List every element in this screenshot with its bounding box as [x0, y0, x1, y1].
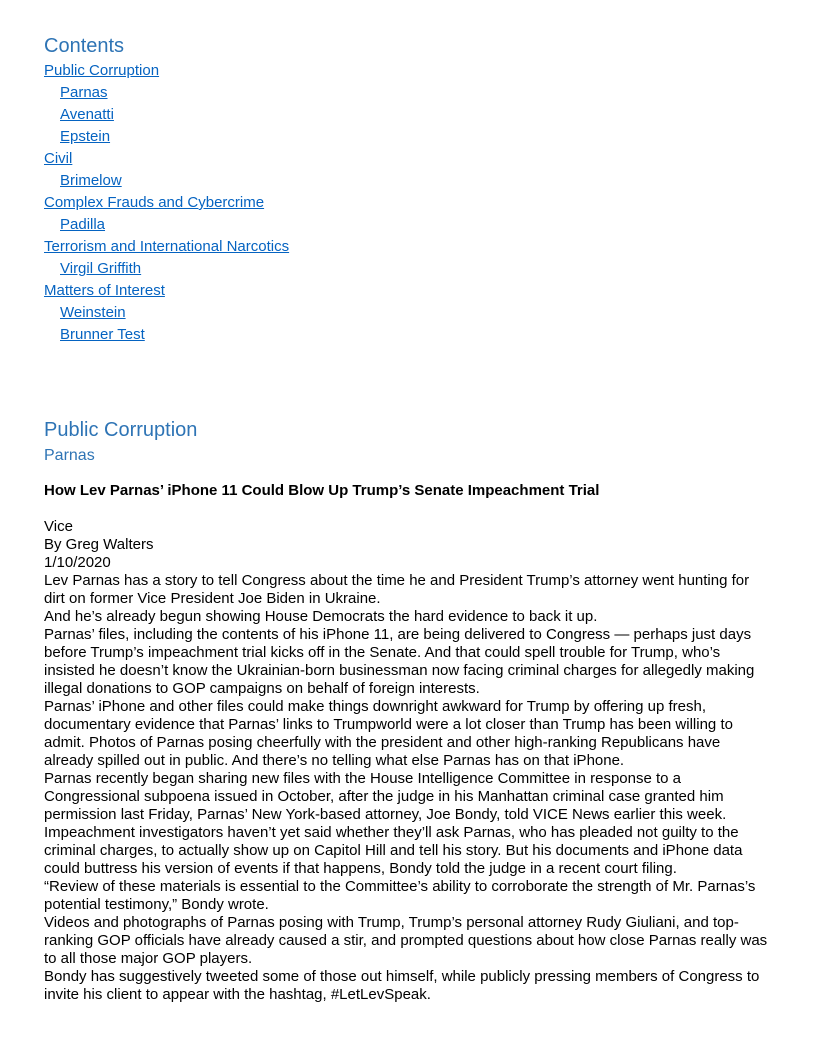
toc-item-matters-of-interest	[44, 282, 771, 300]
article-paragraph: Videos and photographs of Parnas posing with Trump, Trump’s personal attorney Rudy Giuliani, and top-ranking GOP officials have already caused a stir, and prompted questions about how close Parnas really was to all those major GOP players.	[44, 914, 768, 967]
article-date: 1/10/2020	[44, 554, 111, 571]
table-of-contents	[44, 62, 771, 344]
toc-link-epstein[interactable]: Epstein	[60, 128, 111, 145]
article-byline: By Greg Walters	[44, 536, 154, 553]
toc-link-terrorism[interactable]: Terrorism and International Narcotics	[44, 238, 290, 255]
article-paragraph: And he’s already begun showing House Democrats the hard evidence to back it up.	[44, 608, 598, 625]
toc-link-avenatti[interactable]: Avenatti	[60, 106, 114, 123]
section-heading: Public Corruption	[44, 419, 198, 441]
toc-link-brimelow[interactable]: Brimelow	[60, 172, 122, 189]
toc-item-avenatti	[44, 106, 771, 124]
toc-link-matters-of-interest[interactable]: Matters of Interest	[44, 282, 165, 299]
toc-item-brunner-test	[44, 326, 771, 344]
toc-link-brunner-test[interactable]: Brunner Test	[60, 326, 145, 343]
toc-item-brimelow	[44, 172, 771, 190]
toc-link-complex-frauds[interactable]: Complex Frauds and Cybercrime	[44, 194, 265, 211]
toc-item-public-corruption	[44, 62, 771, 80]
contents-heading: Contents	[44, 35, 125, 57]
toc-link-padilla[interactable]: Padilla	[60, 216, 106, 233]
subsection-heading: Parnas	[44, 447, 95, 464]
article-paragraph: Impeachment investigators haven’t yet said whether they’ll ask Parnas, who has pleaded not guilty to the criminal charges, to actually show up on Capitol Hill and tell his story. But his documents and iPhone data could buttress his version of events if that happens, Bondy told the judge in a recent court filing.	[44, 824, 743, 877]
toc-link-civil[interactable]: Civil	[44, 150, 73, 167]
article-paragraph: Bondy has suggestively tweeted some of those out himself, while publicly pressing members of Congress to invite his client to appear with the hashtag, #LetLevSpeak.	[44, 968, 760, 1003]
toc-link-public-corruption[interactable]: Public Corruption	[44, 62, 160, 79]
article-section	[44, 418, 771, 1004]
article-paragraph: Parnas’ files, including the contents of his iPhone 11, are being delivered to Congress — perhaps just days before Trump’s impeachment trial kicks off in the Senate. And that could spell trouble for Trump, who’s insisted he doesn’t know the Ukrainian-born businessman now facing criminal charges for allegedly making illegal donations to GOP campaigns on behalf of foreign interests.	[44, 626, 755, 697]
article-paragraph: Lev Parnas has a story to tell Congress about the time he and President Trump’s attorney went hunting for dirt on former Vice President Joe Biden in Ukraine.	[44, 572, 750, 607]
toc-item-parnas	[44, 84, 771, 102]
toc-item-complex-frauds	[44, 194, 771, 212]
article-paragraph: Parnas’ iPhone and other files could make things downright awkward for Trump by offering up fresh, documentary evidence that Parnas’ links to Trumpworld were a lot closer than Trump has been willing to admit. Photos of Parnas posing cheerfully with the president and other high-ranking Republicans have already spilled out in public. And there’s no telling what else Parnas has on that iPhone.	[44, 698, 733, 769]
article-source: Vice	[44, 518, 73, 535]
toc-item-virgil-griffith	[44, 260, 771, 278]
toc-link-parnas[interactable]: Parnas	[60, 84, 108, 101]
toc-item-weinstein	[44, 304, 771, 322]
toc-link-virgil-griffith[interactable]: Virgil Griffith	[60, 260, 142, 277]
toc-link-weinstein[interactable]: Weinstein	[60, 304, 126, 321]
toc-item-terrorism	[44, 238, 771, 256]
toc-item-padilla	[44, 216, 771, 234]
toc-item-epstein	[44, 128, 771, 146]
toc-item-civil	[44, 150, 771, 168]
article-paragraph: Parnas recently began sharing new files with the House Intelligence Committee in response to a Congressional subpoena issued in October, after the judge in his Manhattan criminal case granted him permission last Friday, Parnas’ New York-based attorney, Joe Bondy, told VICE News earlier this week.	[44, 770, 727, 823]
article-paragraph: “Review of these materials is essential to the Committee’s ability to corroborate the strength of Mr. Parnas’s potential testimony,” Bondy wrote.	[44, 878, 756, 913]
article-headline: How Lev Parnas’ iPhone 11 Could Blow Up Trump’s Senate Impeachment Trial	[44, 482, 600, 499]
